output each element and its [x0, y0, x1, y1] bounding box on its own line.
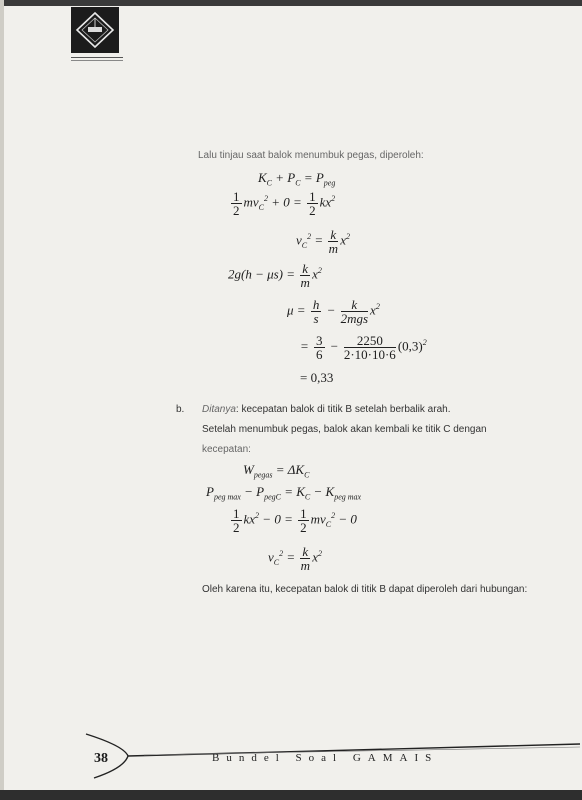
scan-left-edge — [0, 0, 4, 800]
equation-friction: 2g(h − μs) = $\frac{k}{m}$ $x^2$ — [228, 261, 322, 290]
closing-text: Oleh karena itu, kecepatan balok di titik B dapat diperoleh dari hubungan: — [202, 584, 528, 595]
equation-mu: μ = $\frac{h}{s}$ − $\frac{k}{\text{2mgs}}$ $x^2$ — [287, 297, 380, 326]
intro-text: Lalu tinjau saat balok menumbuk pegas, diperoleh: — [198, 150, 424, 161]
denominator-product: 2·10·10·6 — [343, 347, 396, 362]
equation-velocity-final: $v_C^2$ = $\frac{k}{m}$ $x^2$ — [268, 544, 322, 573]
numerator-3: 3 — [316, 333, 323, 348]
equation-energy: $K_C + P_C = P_{peg}$ — [258, 170, 336, 188]
gamais-logo-icon — [71, 7, 119, 53]
equation-kinetic-spring: $\frac{1}{2}$ $mv_C^2 + 0$ = $\frac{1}{2}$ $kx^2$ — [233, 189, 336, 218]
paren-value: (0,3) — [397, 338, 423, 354]
denominator-6: 6 — [316, 347, 323, 362]
part-b-label: b. — [176, 404, 185, 415]
part-b-lead: Ditanya — [202, 404, 236, 415]
equation-work-spring: $W_{pegas} = \Delta K_C$ — [243, 462, 310, 480]
equation-work-energy: $\frac{1}{2}$ $kx^2 - 0$ = $\frac{1}{2}$ $mv_C^2 - 0$ — [233, 506, 357, 535]
page-number: 38 — [94, 751, 108, 766]
part-b-line2: Setelah menumbuk pegas, balok akan kembali ke titik C dengan — [202, 424, 487, 435]
equation-energy-change: $P_{peg max} - P_{pegC} = K_C - K_{peg max}$ — [206, 484, 362, 502]
header-rule — [71, 57, 123, 58]
scan-top-edge — [0, 0, 582, 6]
part-b-question — [202, 404, 450, 415]
equation-result: = 0,33 — [300, 370, 334, 385]
numerator-2250: 2250 — [344, 334, 396, 348]
scan-bottom-edge — [0, 790, 582, 800]
part-b-line3: kecepatan: — [202, 444, 251, 455]
part-b-text: : kecepatan balok di titik B setelah berbalik arah. — [235, 404, 451, 415]
equation-substitution: = $\frac{3}{6}$ − $\frac{2250}{2\cdot 10\cdot 10\cdot 6}$ $(0,3)^2$ — [300, 333, 427, 362]
header-rule-thin — [71, 60, 123, 61]
equation-velocity-squared: $v_C^2$ = $\frac{k}{m}$ $x^2$ — [296, 227, 350, 256]
footer-title: Bundel Soal GAMAIS — [212, 752, 439, 764]
